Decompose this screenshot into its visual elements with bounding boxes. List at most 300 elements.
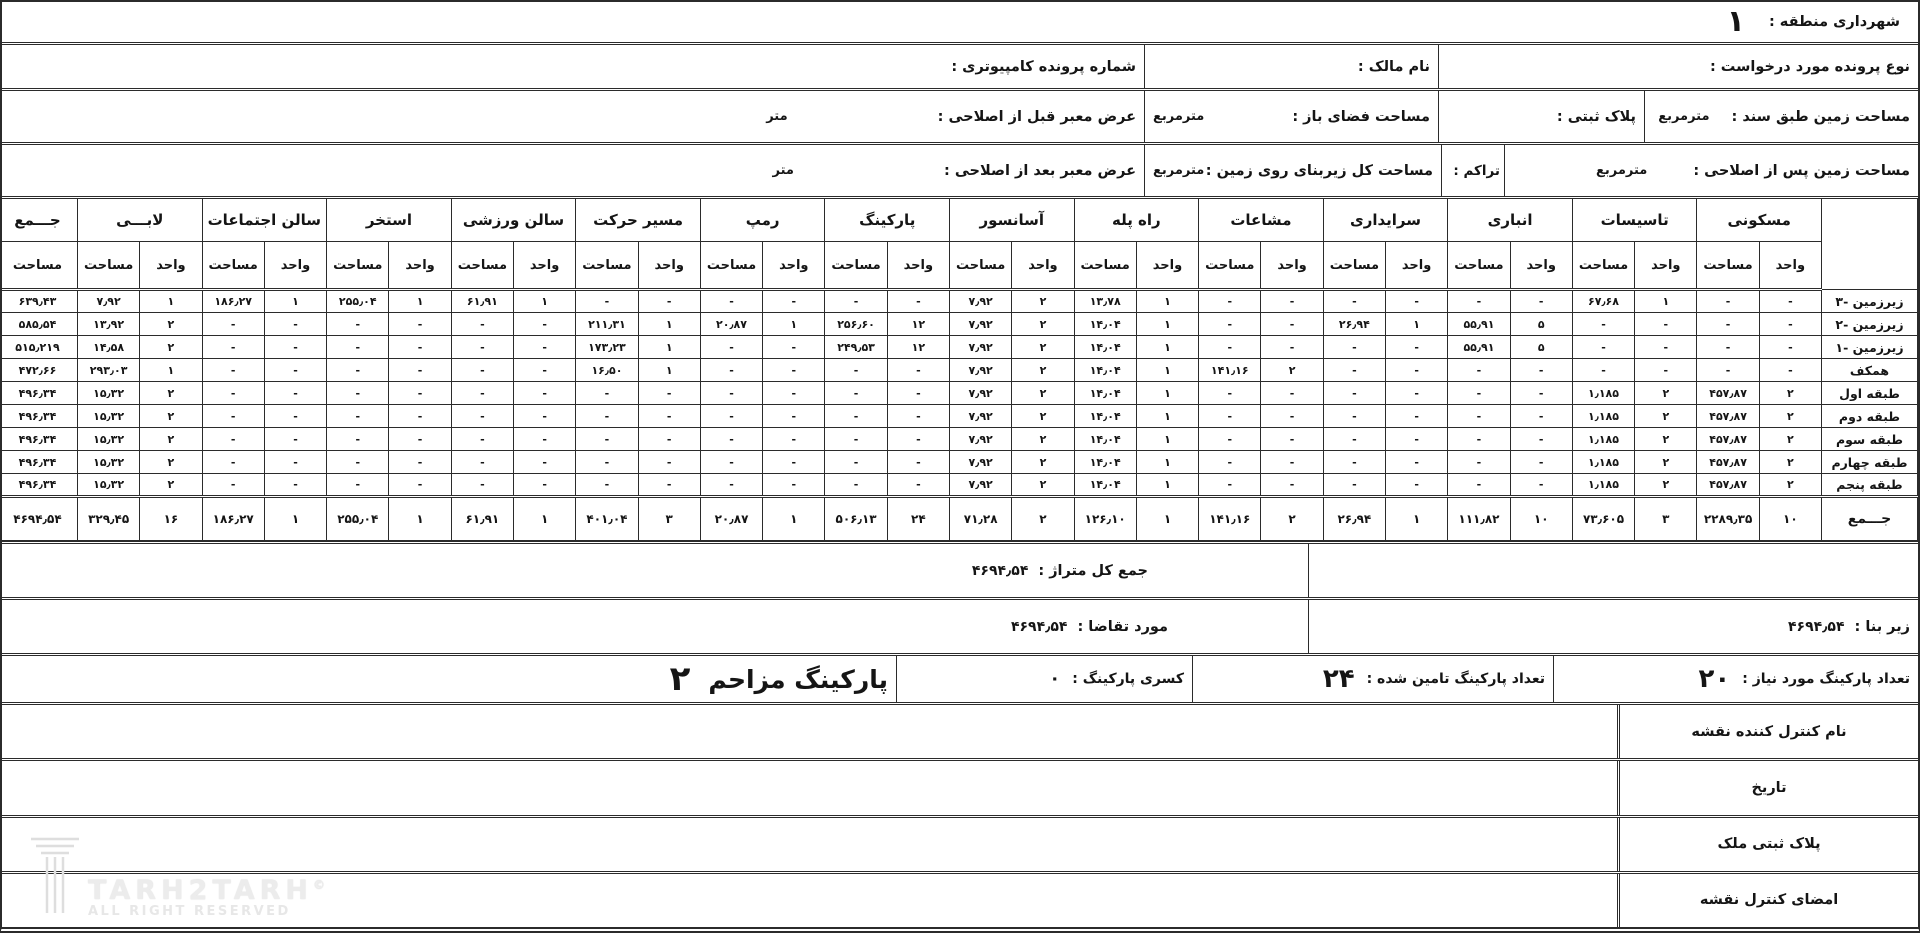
unit-cell-12: -	[264, 428, 326, 451]
unit-cell-10: -	[514, 382, 576, 405]
group-header-13: لابـــی	[77, 198, 202, 242]
unit-cell-0: -	[1759, 336, 1821, 359]
group-header-2: انباری	[1448, 198, 1573, 242]
table-row	[0, 382, 1918, 405]
area-cell-13: ۱۵٫۳۲	[77, 382, 139, 405]
parking-required-label: تعداد پارکینگ مورد نیاز :	[1742, 671, 1910, 687]
area-cell-12: -	[202, 451, 264, 474]
unit-cell-12: -	[264, 451, 326, 474]
unit-subheader-10: واحد	[514, 242, 576, 290]
map-control-signature-field	[2, 874, 1617, 927]
unit-cell-1: ۲	[1635, 451, 1697, 474]
unit-subheader-8: واحد	[763, 242, 825, 290]
open-space-label: مساحت فضای باز :	[1292, 108, 1430, 125]
area-cell-5: ۱۴٫۰۴	[1074, 474, 1136, 497]
table-row	[0, 313, 1918, 336]
area-cell-0: -	[1697, 290, 1759, 313]
zirbana-label: زیر بنا :	[1854, 618, 1910, 635]
area-cell-11: -	[327, 313, 389, 336]
floor-label: زیرزمین -۲	[1822, 313, 1918, 336]
area-cell-6: ۷٫۹۲	[950, 359, 1012, 382]
area-cell-10: -	[451, 359, 513, 382]
row-total-cell: ۴۹۶٫۳۴	[0, 451, 77, 474]
unit-cell-13: ۱	[140, 359, 202, 382]
area-cell-2: ۵۵٫۹۱	[1448, 336, 1510, 359]
unit-cell-4: -	[1261, 405, 1323, 428]
area-cell-10: -	[451, 428, 513, 451]
unit-subheader-5: واحد	[1136, 242, 1198, 290]
unit-cell-5: ۱	[1136, 336, 1198, 359]
floor-label: همکف	[1822, 359, 1918, 382]
area-cell-10: -	[451, 451, 513, 474]
unit-cell-13: ۲	[140, 428, 202, 451]
sqm-unit-label: مترمربع	[1153, 163, 1205, 178]
area-cell-8: -	[700, 474, 762, 497]
area-cell-8: -	[700, 382, 762, 405]
group-header-1: تاسیسات	[1572, 198, 1697, 242]
area-cell-5: ۱۴٫۰۴	[1074, 313, 1136, 336]
unit-cell-3: -	[1386, 451, 1448, 474]
area-cell-9: ۱۶٫۵۰	[576, 359, 638, 382]
area-cell-3: -	[1323, 451, 1385, 474]
unit-cell-1: -	[1635, 313, 1697, 336]
area-cell-3: -	[1323, 359, 1385, 382]
area-cell-11: -	[327, 382, 389, 405]
row-total-cell: ۶۳۹٫۴۳	[0, 290, 77, 313]
area-cell-1: -	[1572, 359, 1634, 382]
unit-cell-11: -	[389, 428, 451, 451]
unit-cell-8: -	[763, 474, 825, 497]
area-cell-10: -	[451, 313, 513, 336]
unit-cell-8: -	[763, 359, 825, 382]
unit-cell-8: -	[763, 290, 825, 313]
map-control-signature-label: امضای کنترل نقشه	[1617, 874, 1918, 927]
unit-cell-1: ۲	[1635, 474, 1697, 497]
date-field	[2, 761, 1617, 814]
unit-cell-2: -	[1510, 474, 1572, 497]
parking-provided-value: ۲۴	[1322, 664, 1355, 694]
unit-cell-2: -	[1510, 405, 1572, 428]
area-cell-10: ۶۱٫۹۱	[451, 290, 513, 313]
area-cell-9: -	[576, 382, 638, 405]
floor-areas-table	[0, 196, 1918, 541]
area-cell-1: -	[1572, 336, 1634, 359]
area-cell-4: ۱۴۱٫۱۶	[1199, 359, 1261, 382]
parking-required-value: ۲۰	[1698, 664, 1731, 694]
unit-subheader-13: واحد	[140, 242, 202, 290]
unit-cell-3: -	[1386, 336, 1448, 359]
unit-cell-4: -	[1261, 451, 1323, 474]
unit-cell-11: -	[389, 474, 451, 497]
total-column-header: جـــمع	[0, 198, 77, 242]
unit-cell-7: -	[887, 359, 949, 382]
case-info-row	[2, 42, 1918, 88]
table-sum-row	[0, 497, 1918, 541]
group-header-4: مشاعات	[1199, 198, 1324, 242]
unit-cell-11: -	[389, 336, 451, 359]
area-cell-10: -	[451, 382, 513, 405]
group-header-5: راه پله	[1074, 198, 1199, 242]
unit-cell-3: ۱	[1386, 313, 1448, 336]
unit-cell-6: ۲	[1012, 290, 1074, 313]
area-cell-13: ۱۳٫۹۲	[77, 313, 139, 336]
area-subheader-3: مساحت	[1323, 242, 1385, 290]
unit-subheader-1: واحد	[1635, 242, 1697, 290]
area-cell-3: ۲۶٫۹۴	[1323, 497, 1385, 541]
area-cell-6: ۷٫۹۲	[950, 313, 1012, 336]
road-width-before-label: عرض معبر قبل از اصلاحی :	[937, 108, 1136, 125]
area-cell-2: -	[1448, 382, 1510, 405]
watermark-brand: TARH2TARH©	[88, 875, 330, 907]
unit-cell-0: ۲	[1759, 428, 1821, 451]
footer-row-plate	[2, 815, 1918, 871]
area-cell-2: -	[1448, 359, 1510, 382]
area-cell-6: ۷٫۹۲	[950, 382, 1012, 405]
area-cell-11: -	[327, 474, 389, 497]
total-metrage-cell	[2, 544, 1308, 597]
area-cell-5: ۱۴٫۰۴	[1074, 382, 1136, 405]
floor-label: جـــمع	[1822, 497, 1918, 541]
unit-cell-13: ۲	[140, 336, 202, 359]
unit-cell-10: -	[514, 428, 576, 451]
zirbana-row	[2, 597, 1918, 653]
area-cell-11: ۲۵۵٫۰۴	[327, 497, 389, 541]
unit-cell-7: -	[887, 382, 949, 405]
area-cell-4: -	[1199, 451, 1261, 474]
unit-cell-9: -	[638, 382, 700, 405]
area-cell-3: -	[1323, 336, 1385, 359]
group-header-6: آسانسور	[950, 198, 1075, 242]
area-cell-11: -	[327, 336, 389, 359]
footer-row-date	[2, 758, 1918, 814]
area-cell-4: ۱۴۱٫۱۶	[1199, 497, 1261, 541]
unit-cell-2: -	[1510, 428, 1572, 451]
unit-cell-12: -	[264, 405, 326, 428]
area-cell-4: -	[1199, 428, 1261, 451]
area-cell-9: ۲۱۱٫۳۱	[576, 313, 638, 336]
unit-cell-10: -	[514, 474, 576, 497]
unit-cell-8: ۱	[763, 313, 825, 336]
unit-cell-7: -	[887, 290, 949, 313]
area-cell-5: ۱۲۶٫۱۰	[1074, 497, 1136, 541]
unit-subheader-2: واحد	[1510, 242, 1572, 290]
area-subheader-0: مساحت	[1697, 242, 1759, 290]
unit-cell-9: -	[638, 474, 700, 497]
unit-cell-9: ۳	[638, 497, 700, 541]
unit-cell-2: -	[1510, 290, 1572, 313]
parking-row	[2, 653, 1918, 702]
area-cell-6: ۷٫۹۲	[950, 428, 1012, 451]
sqm-unit-label: مترمربع	[1153, 109, 1205, 124]
unit-cell-9: ۱	[638, 359, 700, 382]
unit-cell-8: -	[763, 336, 825, 359]
meter-unit-label: متر	[766, 109, 788, 124]
area-cell-5: ۱۴٫۰۴	[1074, 359, 1136, 382]
unit-subheader-3: واحد	[1386, 242, 1448, 290]
road-width-after-cell	[2, 145, 1144, 196]
unit-cell-9: -	[638, 451, 700, 474]
unit-cell-12: -	[264, 359, 326, 382]
unit-cell-2: ۵	[1510, 336, 1572, 359]
unit-cell-1: ۱	[1635, 290, 1697, 313]
table-row	[0, 290, 1918, 313]
group-header-10: سالن ورزشی	[451, 198, 576, 242]
area-subheader-9: مساحت	[576, 242, 638, 290]
unit-cell-4: -	[1261, 382, 1323, 405]
unit-cell-7: -	[887, 451, 949, 474]
area-cell-8: -	[700, 290, 762, 313]
unit-cell-3: -	[1386, 474, 1448, 497]
unit-cell-0: ۲	[1759, 405, 1821, 428]
unit-subheader-4: واحد	[1261, 242, 1323, 290]
unit-cell-0: -	[1759, 359, 1821, 382]
area-cell-11: -	[327, 359, 389, 382]
parking-deficit-label: کسری پارکینگ :	[1072, 671, 1184, 687]
area-cell-13: ۱۴٫۵۸	[77, 336, 139, 359]
area-cell-0: -	[1697, 313, 1759, 336]
area-cell-3: -	[1323, 290, 1385, 313]
unit-cell-13: ۲	[140, 451, 202, 474]
area-subheader-6: مساحت	[950, 242, 1012, 290]
unit-cell-6: ۲	[1012, 359, 1074, 382]
unit-cell-10: -	[514, 405, 576, 428]
unit-cell-13: ۲	[140, 405, 202, 428]
row-total-cell: ۴۹۶٫۳۴	[0, 405, 77, 428]
area-cell-5: ۱۴٫۰۴	[1074, 451, 1136, 474]
area-cell-10: -	[451, 405, 513, 428]
map-controller-name-label: نام کنترل کننده نقشه	[1617, 705, 1918, 758]
unit-cell-6: ۲	[1012, 497, 1074, 541]
open-space-cell	[1144, 91, 1438, 142]
unit-subheader-11: واحد	[389, 242, 451, 290]
area-cell-5: ۱۴٫۰۴	[1074, 405, 1136, 428]
footer-row-controller	[2, 702, 1918, 758]
floor-label: زیرزمین -۳	[1822, 290, 1918, 313]
area-cell-2: ۱۱۱٫۸۲	[1448, 497, 1510, 541]
unit-cell-13: ۲	[140, 382, 202, 405]
row-total-cell: ۵۱۵٫۲۱۹	[0, 336, 77, 359]
unit-cell-6: ۲	[1012, 451, 1074, 474]
area-cell-2: ۵۵٫۹۱	[1448, 313, 1510, 336]
sqm-unit-label: مترمربع	[1658, 109, 1710, 124]
area-cell-0: ۴۵۷٫۸۷	[1697, 451, 1759, 474]
area-cell-9: -	[576, 428, 638, 451]
case-type-cell	[1438, 45, 1918, 88]
parking-mozahem-value: ۲	[669, 659, 691, 699]
area-cell-0: ۴۵۷٫۸۷	[1697, 405, 1759, 428]
land-area-after-label: مساحت زمین پس از اصلاحی :	[1693, 162, 1910, 179]
parking-deficit-cell	[896, 656, 1192, 702]
parking-provided-label: تعداد پارکینگ تامین شده :	[1366, 671, 1545, 687]
total-metrage-empty-cell	[1308, 544, 1918, 597]
area-cell-3: -	[1323, 405, 1385, 428]
area-cell-9: -	[576, 405, 638, 428]
area-cell-9: -	[576, 451, 638, 474]
unit-cell-0: -	[1759, 313, 1821, 336]
land-area-after-cell	[1504, 145, 1918, 196]
meter-unit-label: متر	[772, 163, 794, 178]
unit-cell-5: ۱	[1136, 405, 1198, 428]
area-cell-1: ۱٫۱۸۵	[1572, 428, 1634, 451]
unit-cell-1: ۲	[1635, 382, 1697, 405]
unit-cell-6: ۲	[1012, 313, 1074, 336]
area-cell-10: -	[451, 336, 513, 359]
demand-value: ۴۶۹۴٫۵۴	[1010, 618, 1068, 635]
density-cell	[1441, 145, 1504, 196]
row-total-cell: ۴۹۶٫۳۴	[0, 428, 77, 451]
area-cell-8: ۲۰٫۸۷	[700, 313, 762, 336]
area-cell-3: -	[1323, 382, 1385, 405]
unit-cell-11: -	[389, 405, 451, 428]
unit-cell-6: ۲	[1012, 382, 1074, 405]
area-cell-12: -	[202, 359, 264, 382]
unit-cell-1: ۲	[1635, 405, 1697, 428]
unit-cell-3: -	[1386, 405, 1448, 428]
area-cell-0: ۴۵۷٫۸۷	[1697, 474, 1759, 497]
unit-cell-9: -	[638, 405, 700, 428]
unit-cell-12: ۱	[264, 497, 326, 541]
unit-cell-0: ۲	[1759, 474, 1821, 497]
area-cell-9: ۴۰۱٫۰۴	[576, 497, 638, 541]
unit-cell-10: ۱	[514, 290, 576, 313]
area-cell-6: ۷٫۹۲	[950, 451, 1012, 474]
unit-cell-8: -	[763, 382, 825, 405]
unit-cell-5: ۱	[1136, 359, 1198, 382]
unit-cell-5: ۱	[1136, 382, 1198, 405]
area-cell-7: -	[825, 451, 887, 474]
area-cell-0: -	[1697, 359, 1759, 382]
area-cell-4: -	[1199, 405, 1261, 428]
unit-cell-2: -	[1510, 451, 1572, 474]
area-subheader-7: مساحت	[825, 242, 887, 290]
unit-cell-11: -	[389, 359, 451, 382]
unit-cell-11: -	[389, 451, 451, 474]
unit-cell-1: -	[1635, 336, 1697, 359]
area-cell-8: -	[700, 359, 762, 382]
floor-label: طبقه سوم	[1822, 428, 1918, 451]
area-cell-7: -	[825, 405, 887, 428]
area-cell-12: -	[202, 428, 264, 451]
area-cell-10: -	[451, 474, 513, 497]
land-info-row-1	[2, 88, 1918, 142]
total-ground-area-cell	[1144, 145, 1441, 196]
sqm-unit-label: مترمربع	[1595, 163, 1648, 178]
unit-cell-8: -	[763, 405, 825, 428]
unit-cell-3: -	[1386, 290, 1448, 313]
road-width-before-cell	[2, 91, 1144, 142]
total-metrage-row	[2, 541, 1918, 597]
map-controller-name-field	[2, 705, 1617, 758]
unit-cell-10: -	[514, 313, 576, 336]
unit-cell-7: -	[887, 405, 949, 428]
area-cell-7: ۵۰۶٫۱۳	[825, 497, 887, 541]
municipality-row	[2, 2, 1918, 42]
unit-cell-1: ۲	[1635, 428, 1697, 451]
area-cell-6: ۷۱٫۲۸	[950, 497, 1012, 541]
registration-plate-cell	[1438, 91, 1644, 142]
demand-cell	[2, 600, 1308, 653]
zirbana-value: ۴۶۹۴٫۵۴	[1787, 618, 1845, 635]
land-area-deed-label: مساحت زمین طبق سند :	[1731, 108, 1910, 125]
municipality-value: ۱	[1726, 4, 1745, 39]
area-cell-1: ۱٫۱۸۵	[1572, 474, 1634, 497]
area-cell-8: -	[700, 336, 762, 359]
unit-cell-2: -	[1510, 382, 1572, 405]
footer-row-signature	[2, 871, 1918, 927]
area-subheader-12: مساحت	[202, 242, 264, 290]
area-cell-12: -	[202, 474, 264, 497]
floor-label: طبقه چهارم	[1822, 451, 1918, 474]
group-header-0: مسکونی	[1697, 198, 1822, 242]
unit-subheader-0: واحد	[1759, 242, 1821, 290]
area-cell-5: ۱۳٫۷۸	[1074, 290, 1136, 313]
area-cell-0: -	[1697, 336, 1759, 359]
area-cell-2: -	[1448, 451, 1510, 474]
unit-cell-0: ۲	[1759, 382, 1821, 405]
area-cell-7: ۲۵۶٫۶۰	[825, 313, 887, 336]
unit-cell-10: ۱	[514, 497, 576, 541]
area-cell-11: -	[327, 451, 389, 474]
area-cell-7: -	[825, 359, 887, 382]
total-metrage-label: جمع کل متراژ :	[1038, 562, 1148, 579]
owner-name-label: نام مالک :	[1357, 58, 1430, 75]
area-cell-2: -	[1448, 405, 1510, 428]
unit-cell-0: ۱۰	[1759, 497, 1821, 541]
area-subheader-13: مساحت	[77, 242, 139, 290]
unit-subheader-7: واحد	[887, 242, 949, 290]
unit-cell-7: ۱۲	[887, 336, 949, 359]
area-cell-8: -	[700, 451, 762, 474]
parking-deficit-value: ۰	[1049, 668, 1061, 689]
total-area-subheader: مساحت	[0, 242, 77, 290]
watermark-tagline: ALL RIGHT RESERVED	[88, 904, 291, 920]
area-cell-13: ۱۵٫۳۲	[77, 474, 139, 497]
area-cell-2: -	[1448, 428, 1510, 451]
unit-cell-6: ۲	[1012, 428, 1074, 451]
unit-subheader-9: واحد	[638, 242, 700, 290]
area-cell-3: -	[1323, 474, 1385, 497]
unit-cell-7: -	[887, 474, 949, 497]
area-cell-7: -	[825, 474, 887, 497]
area-cell-2: -	[1448, 474, 1510, 497]
area-cell-7: -	[825, 428, 887, 451]
area-cell-13: ۷٫۹۲	[77, 290, 139, 313]
area-cell-12: ۱۸۶٫۲۷	[202, 497, 264, 541]
unit-cell-1: ۳	[1635, 497, 1697, 541]
area-cell-11: -	[327, 405, 389, 428]
unit-cell-5: ۱	[1136, 474, 1198, 497]
area-cell-4: -	[1199, 313, 1261, 336]
area-cell-11: ۲۵۵٫۰۴	[327, 290, 389, 313]
unit-cell-9: ۱	[638, 336, 700, 359]
unit-cell-4: -	[1261, 313, 1323, 336]
area-cell-13: ۲۹۳٫۰۳	[77, 359, 139, 382]
area-cell-7: -	[825, 382, 887, 405]
floor-label: زیرزمین -۱	[1822, 336, 1918, 359]
unit-cell-7: -	[887, 428, 949, 451]
area-cell-12: -	[202, 336, 264, 359]
unit-cell-11: -	[389, 382, 451, 405]
unit-cell-5: ۱	[1136, 451, 1198, 474]
unit-cell-5: ۱	[1136, 497, 1198, 541]
floor-label: طبقه پنجم	[1822, 474, 1918, 497]
unit-cell-6: ۲	[1012, 336, 1074, 359]
owner-name-cell	[1144, 45, 1438, 88]
unit-cell-2: -	[1510, 359, 1572, 382]
unit-cell-10: -	[514, 359, 576, 382]
unit-cell-9: ۱	[638, 313, 700, 336]
unit-cell-13: ۲	[140, 313, 202, 336]
